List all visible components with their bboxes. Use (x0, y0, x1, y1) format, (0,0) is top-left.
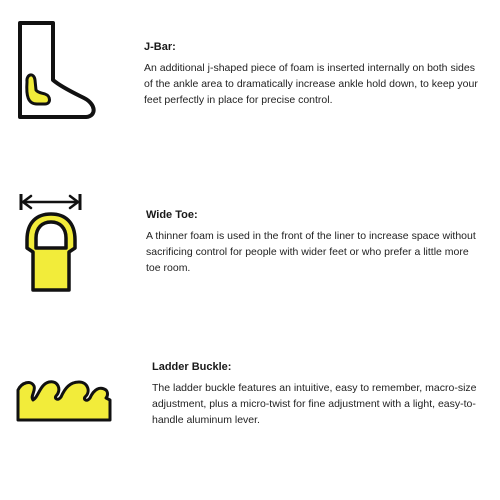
feature-description: An additional j-shaped piece of foam is inserted internally on both sides of the ankle area to dramatically increase ankle hold down, to keep your feet perfectly in place for precise control. (144, 62, 478, 106)
feature-ladder-buckle (0, 358, 500, 438)
feature-title: Wide Toe: (146, 209, 198, 221)
feature-wide-toe (0, 190, 500, 300)
feature-wide-toe-text (146, 208, 481, 276)
feature-description: The ladder buckle features an intuitive, easy to remember, macro-size adjustment, plus a micro-twist for fine adjustment with a light, easy-to-handle aluminum lever. (152, 382, 477, 426)
feature-j-bar-text (144, 40, 479, 108)
feature-ladder-buckle-text (152, 360, 487, 428)
feature-j-bar (0, 20, 500, 130)
feature-description: A thinner foam is used in the front of the liner to increase space without sacrificing control for people with wider feet or who prefer a little more toe room. (146, 230, 476, 274)
feature-title: J-Bar: (144, 41, 176, 53)
ladder-buckle-icon (14, 370, 114, 424)
boot-liner-j-bar-icon (14, 20, 100, 124)
feature-title: Ladder Buckle: (152, 361, 232, 373)
wide-toe-icon (14, 190, 88, 292)
